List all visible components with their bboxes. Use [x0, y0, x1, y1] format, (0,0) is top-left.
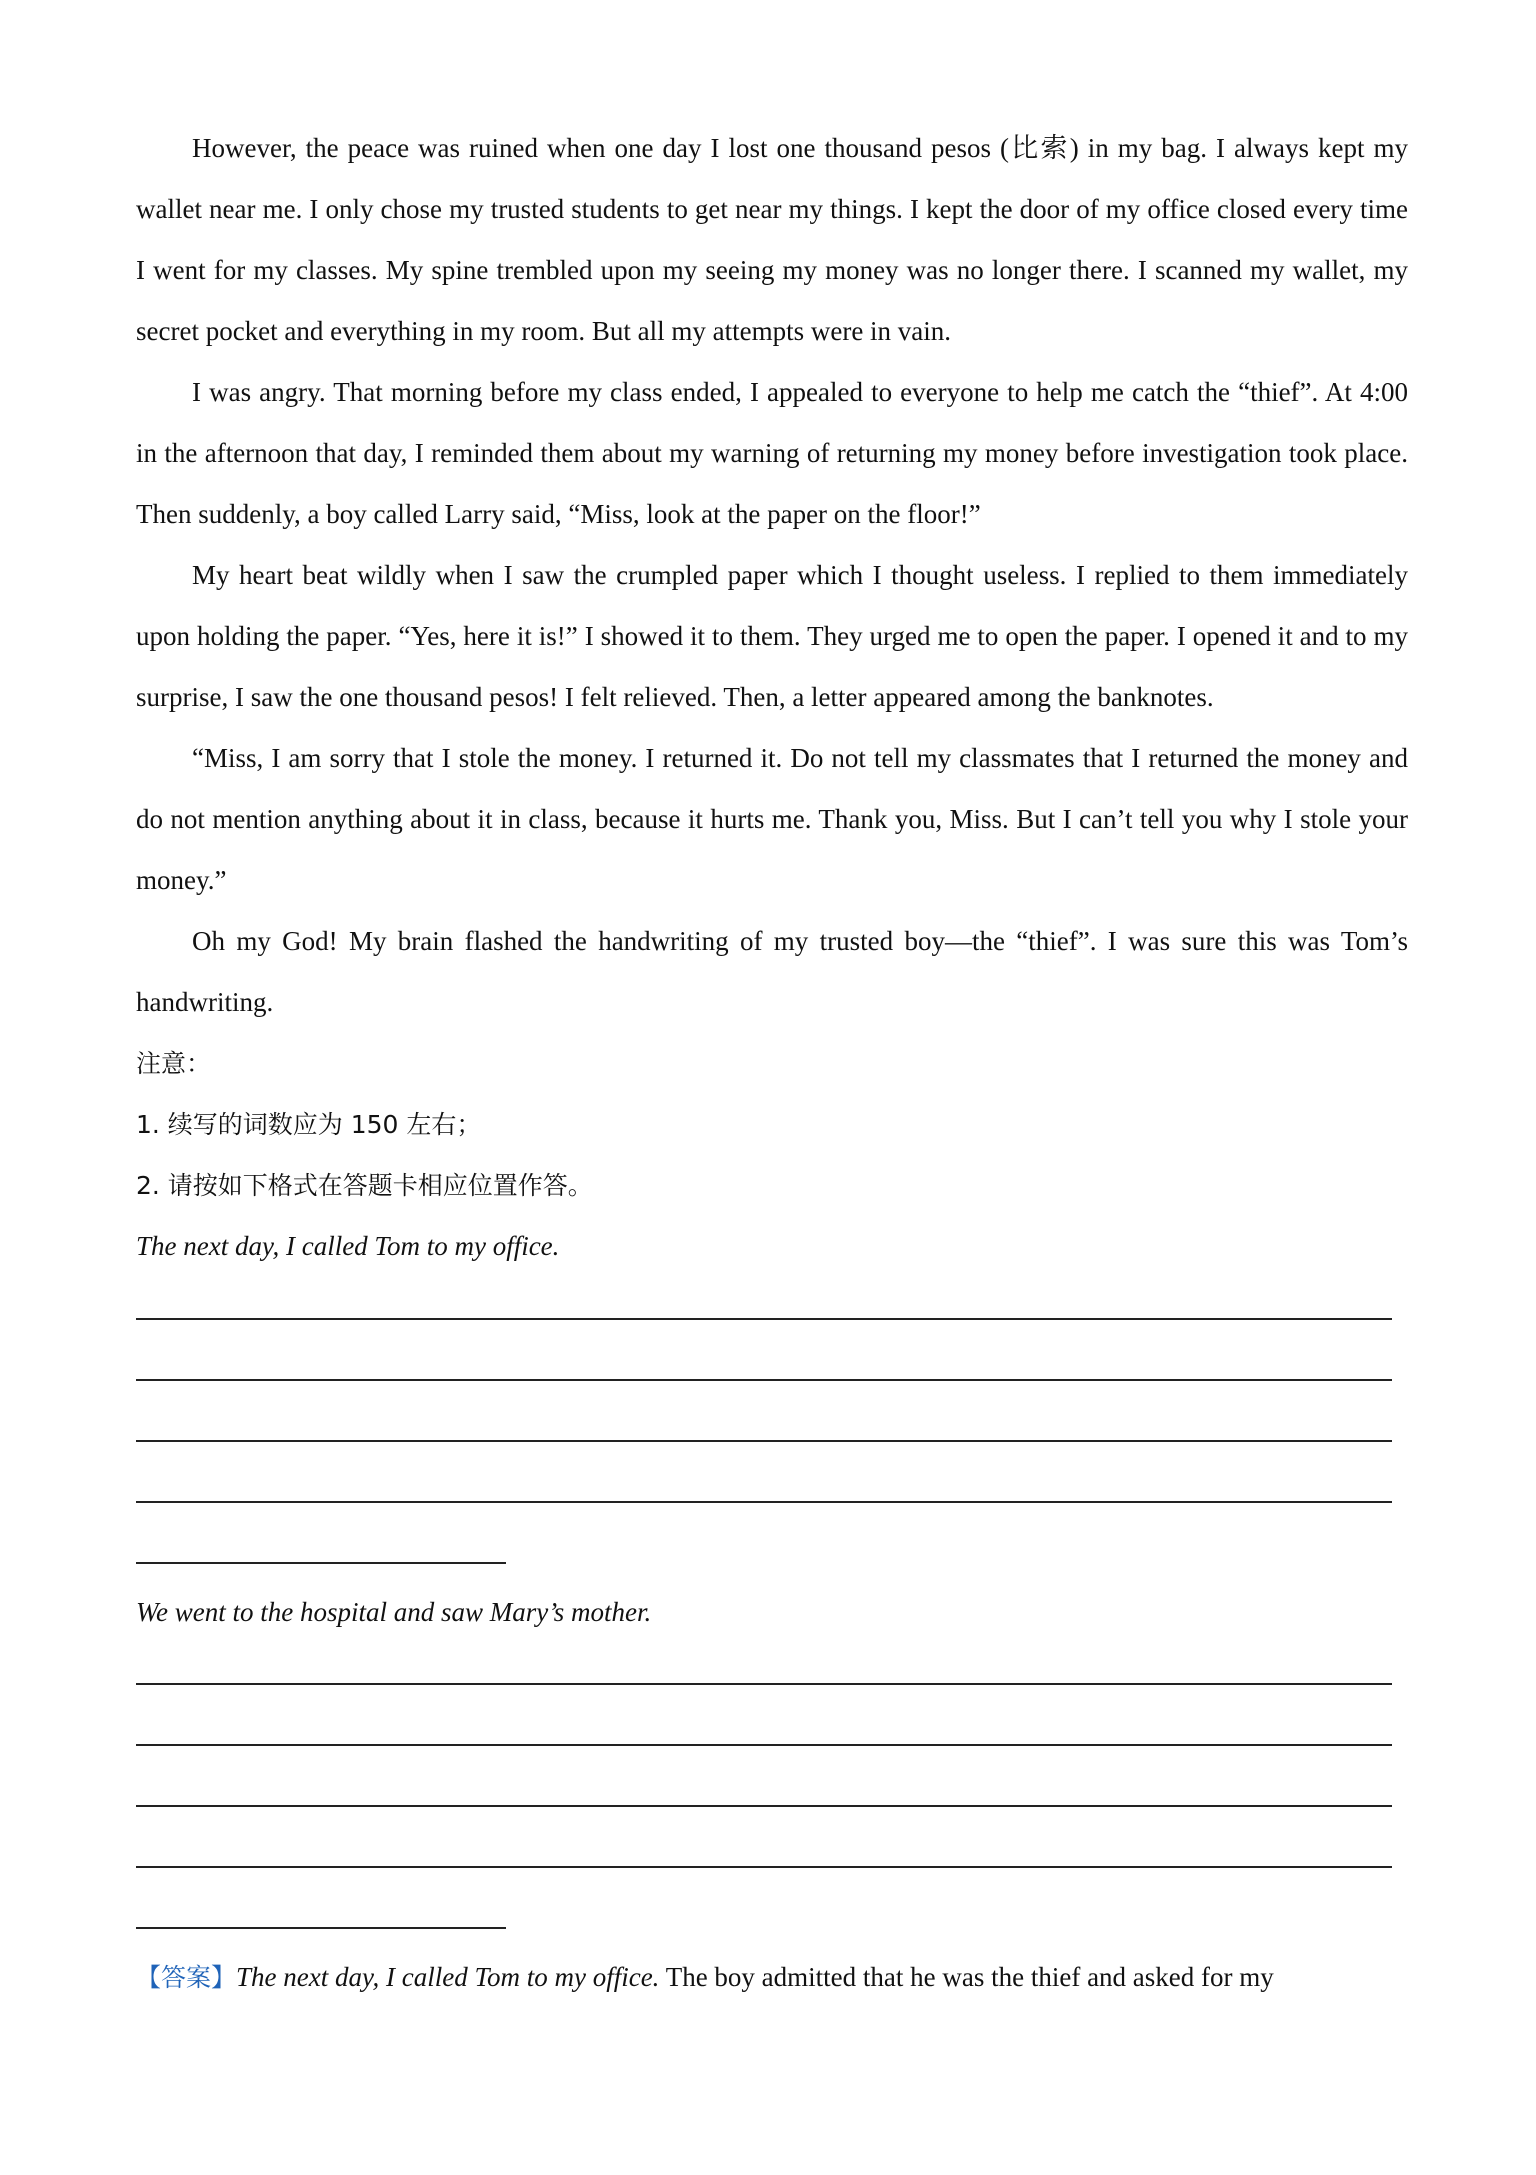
answer-tag: 【答案】 [136, 1963, 237, 1992]
prompt-second-paragraph: We went to the hospital and saw Mary’s mother. [136, 1597, 652, 1627]
answer-line [136, 1683, 1392, 1685]
answer-line [136, 1866, 1392, 1868]
answer-line [136, 1379, 1392, 1381]
answer-line-short [136, 1562, 506, 1564]
answer-italic-opening: The next day, I called Tom to my office. [236, 1962, 660, 1992]
answer-line-text [136, 1947, 1408, 2008]
answer-line [136, 1805, 1392, 1807]
answer-line-short [136, 1927, 506, 1929]
prompt-first-paragraph: The next day, I called Tom to my office. [136, 1231, 560, 1261]
answer-line [136, 1744, 1392, 1746]
note-item-format: 2. 请按如下格式在答题卡相应位置作答。 [136, 1171, 593, 1200]
paragraph-crumpled-paper: My heart beat wildly when I saw the crumpled paper which I thought useless. I replied to them immediately upon holding the paper. “Yes, here it is!” I showed it to them. They urged me to open the paper. I opened it and to my surprise, I saw the one thousand pesos! I felt relieved. Then, a letter appeared among the banknotes. [136, 560, 1408, 712]
answer-line [136, 1318, 1392, 1320]
paragraph-handwriting: Oh my God! My brain flashed the handwriting of my trusted boy—the “thief”. I was sure this was Tom’s handwriting. [136, 926, 1408, 1017]
answer-line [136, 1501, 1392, 1503]
paragraph-letter: “Miss, I am sorry that I stole the money. I returned it. Do not tell my classmates that I returned the money and do not mention anything about it in class, because it hurts me. Thank you, Miss. But I can’t tell you why I stole your money.” [136, 743, 1408, 895]
answer-line [136, 1440, 1392, 1442]
paragraph-lost-money: However, the peace was ruined when one day I lost one thousand pesos (比索) in my bag. I always kept my wallet near me. I only chose my trusted students to get near my things. I kept the door of my office closed every time I went for my classes. My spine trembled upon my seeing my money was no longer there. I scanned my wallet, my secret pocket and everything in my room. But all my attempts were in vain. [136, 133, 1408, 346]
note-item-word-count: 1. 续写的词数应为 150 左右； [136, 1110, 482, 1139]
notes-heading: 注意： [136, 1049, 212, 1078]
paragraph-angry: I was angry. That morning before my class ended, I appealed to everyone to help me catch the “thief”. At 4:00 in the afternoon that day, I reminded them about my warning of returning my money before investigation took place. Then suddenly, a boy called Larry said, “Miss, look at the paper on the floor!” [136, 377, 1408, 529]
answer-body-text: The boy admitted that he was the thief and asked for my [659, 1962, 1274, 1992]
